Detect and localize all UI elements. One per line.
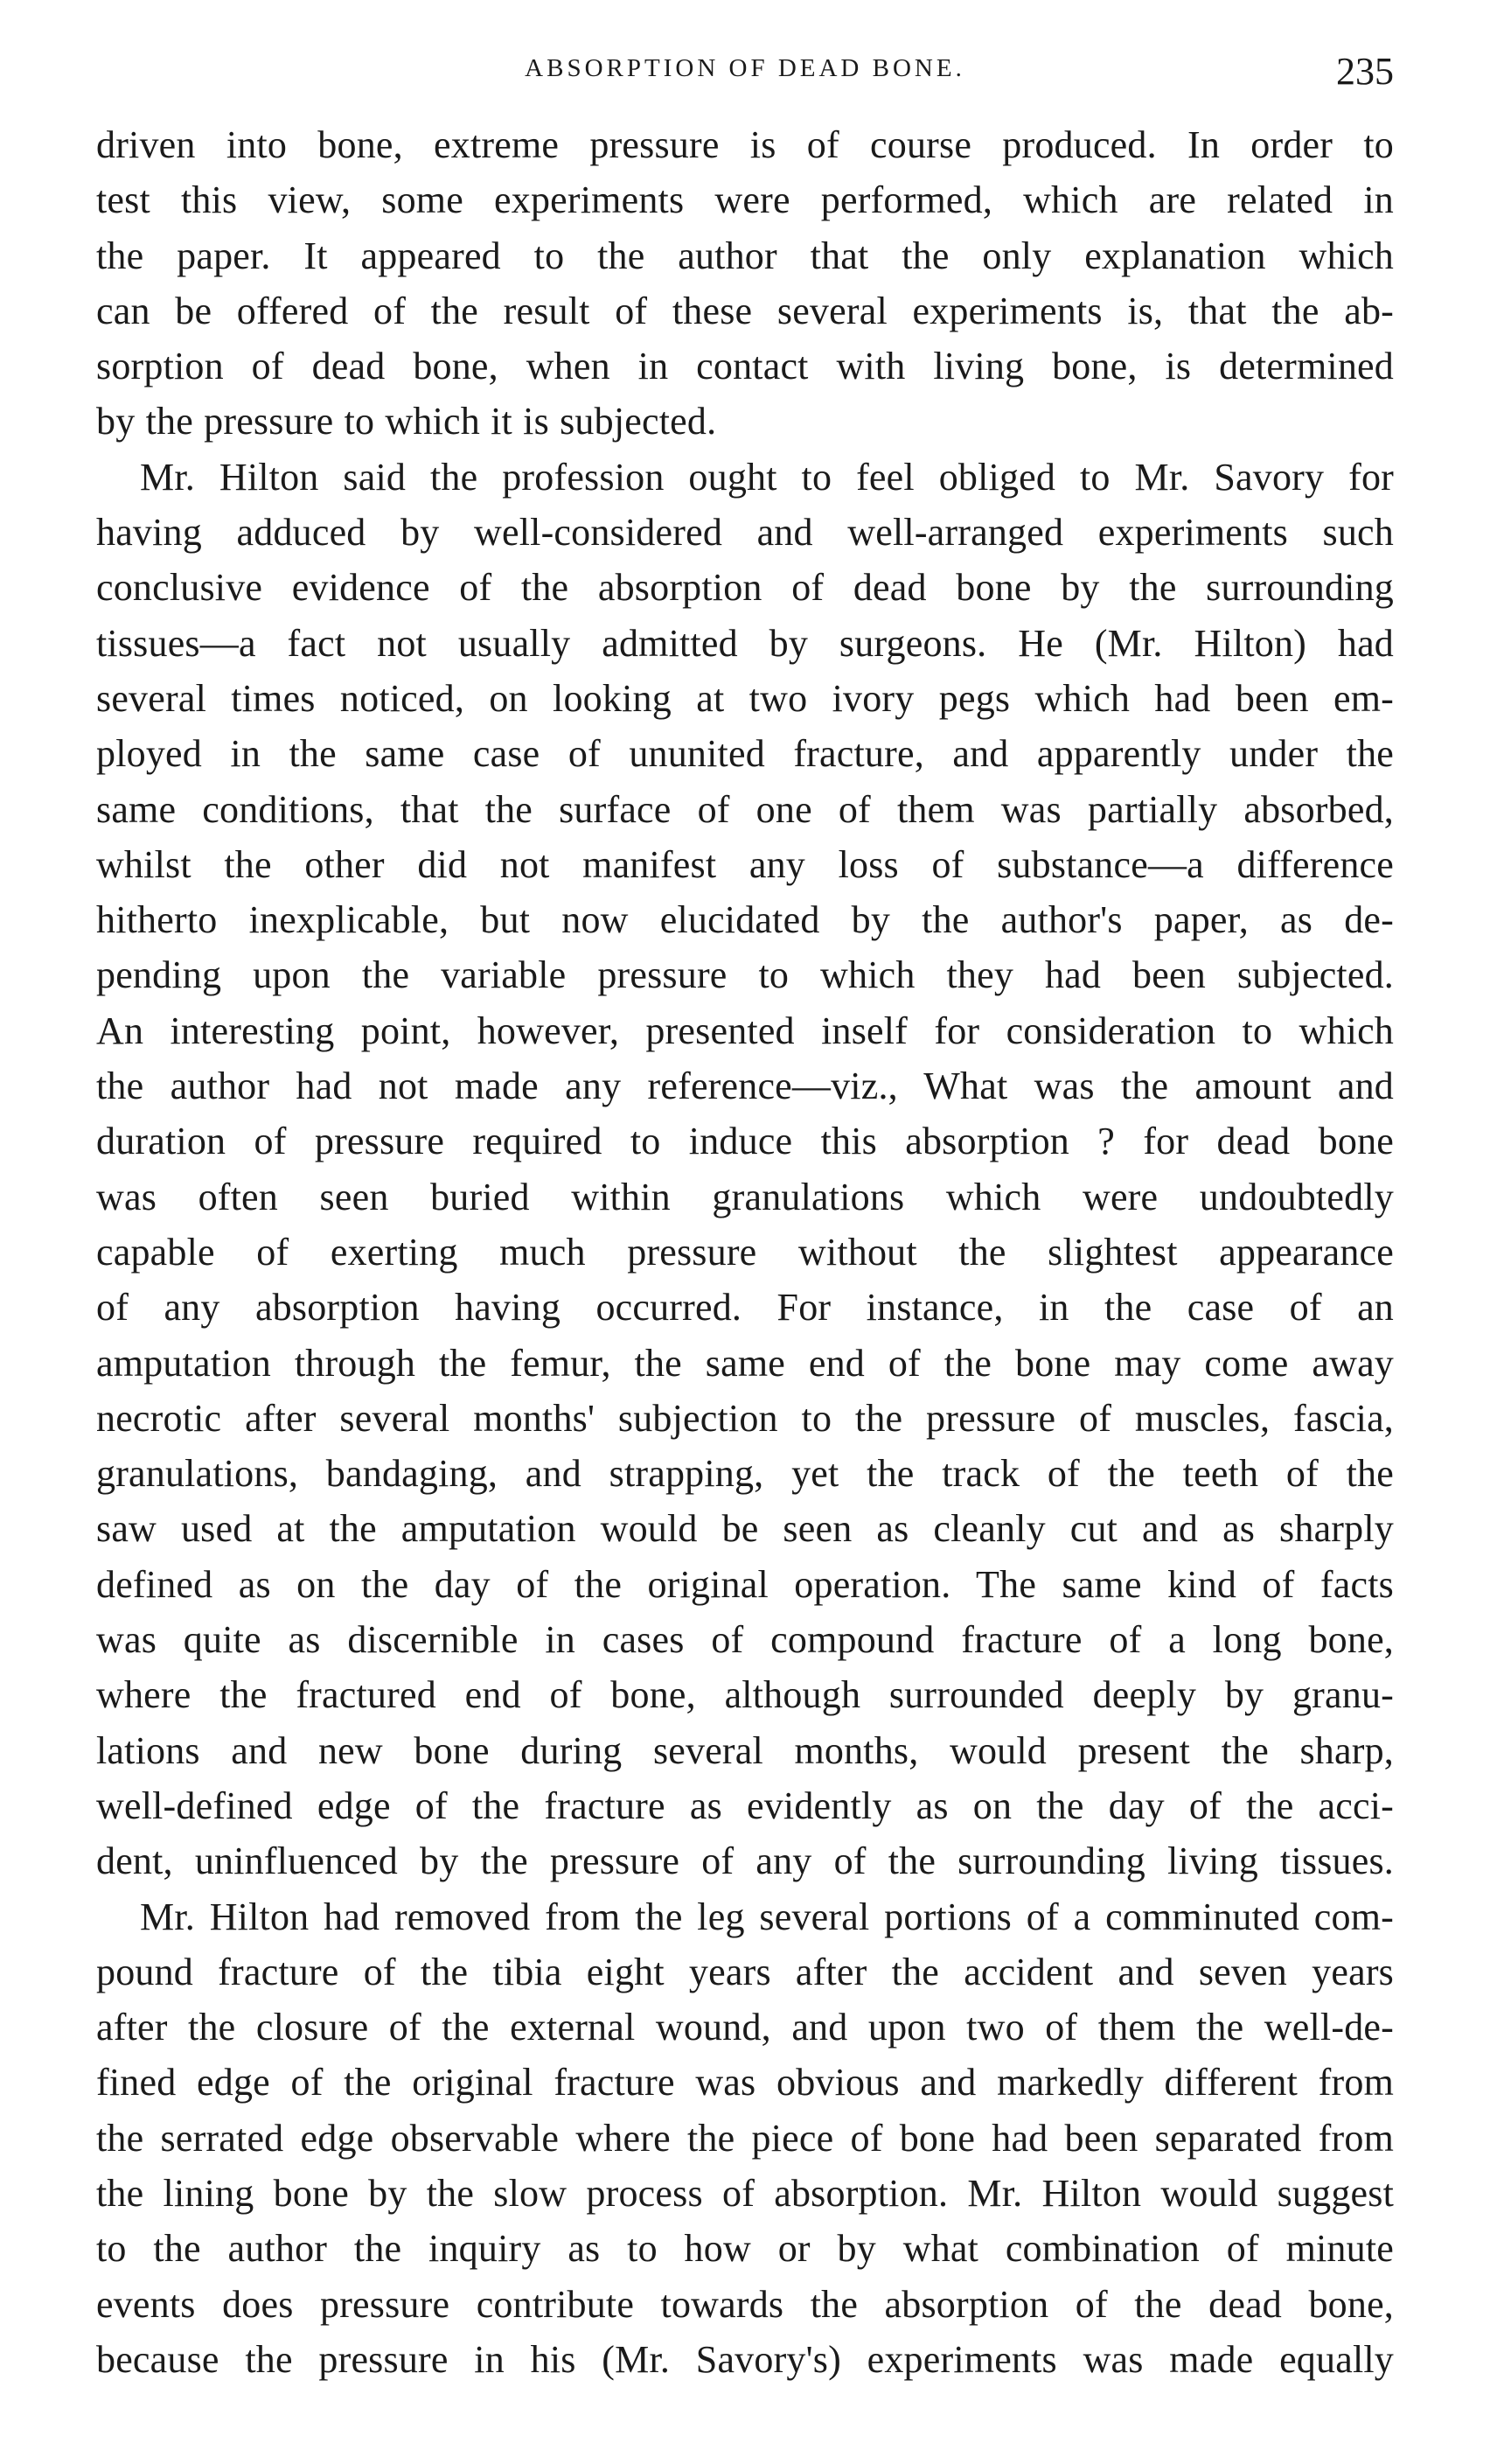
text-line: hitherto inexplicable, but now elucidated by the author's paper, as de-: [96, 898, 1394, 942]
text-line: ployed in the same case of ununited fracture, and apparently under the: [96, 732, 1394, 776]
text-line: fined edge of the original fracture was obvious and markedly different from: [96, 2061, 1394, 2105]
body-text: [96, 117, 1394, 2387]
text-line: the serrated edge observable where the piece of bone had been separated from: [96, 2116, 1394, 2160]
running-head: [96, 50, 1394, 115]
text-line: saw used at the amputation would be seen as cleanly cut and as sharply: [96, 1507, 1394, 1551]
text-line: was quite as discernible in cases of compound fracture of a long bone,: [96, 1618, 1394, 1662]
text-line: the paper. It appeared to the author that the only explanation which: [96, 234, 1394, 277]
book-page: [96, 50, 1394, 2387]
text-line: An interesting point, however, presented inself for consideration to which: [96, 1009, 1394, 1052]
text-line: to the author the inquiry as to how or by what combination of minute: [96, 2227, 1394, 2271]
text-line: defined as on the day of the original operation. The same kind of facts: [96, 1562, 1394, 1606]
text-line: duration of pressure required to induce this absorption ? for dead bone: [96, 1120, 1394, 1163]
text-line: the author had not made any reference—viz., What was the amount and: [96, 1064, 1394, 1108]
text-line: same conditions, that the surface of one of them was partially absorbed,: [96, 787, 1394, 831]
text-line: granulations, bandaging, and strapping, yet the track of the teeth of the: [96, 1452, 1394, 1496]
text-line: several times noticed, on looking at two ivory pegs which had been em-: [96, 676, 1394, 720]
text-line: pound fracture of the tibia eight years after the accident and seven years: [96, 1950, 1394, 1993]
text-line: after the closure of the external wound, and upon two of them the well-de-: [96, 2006, 1394, 2049]
text-line: capable of exerting much pressure without the slightest appearance: [96, 1230, 1394, 1274]
text-line: the lining bone by the slow process of absorption. Mr. Hilton would suggest: [96, 2171, 1394, 2215]
text-line: tissues—a fact not usually admitted by surgeons. He (Mr. Hilton) had: [96, 621, 1394, 665]
text-line: conclusive evidence of the absorption of dead bone by the surrounding: [96, 566, 1394, 610]
text-line: test this view, some experiments were performed, which are related in: [96, 178, 1394, 222]
text-line: was often seen buried within granulations which were undoubtedly: [96, 1175, 1394, 1218]
running-title: ABSORPTION OF DEAD BONE.: [525, 54, 965, 82]
text-line: necrotic after several months' subjection to the pressure of muscles, fascia,: [96, 1396, 1394, 1440]
text-line: lations and new bone during several months, would present the sharp,: [96, 1728, 1394, 1772]
text-line: amputation through the femur, the same end of the bone may come away: [96, 1341, 1394, 1385]
text-line: can be offered of the result of these several experiments is, that the ab-: [96, 289, 1394, 332]
text-line: driven into bone, extreme pressure is of course produced. In order to: [96, 123, 1394, 166]
text-line: events does pressure contribute towards the absorption of the dead bone,: [96, 2282, 1394, 2326]
text-line: dent, uninfluenced by the pressure of any of the surrounding living tissues.: [96, 1839, 1394, 1883]
text-line: whilst the other did not manifest any loss of substance—a difference: [96, 842, 1394, 886]
text-line: of any absorption having occurred. For instance, in the case of an: [96, 1286, 1394, 1330]
text-line: by the pressure to which it is subjected.: [96, 400, 717, 443]
page-number: 235: [1336, 50, 1394, 93]
text-line: Mr. Hilton said the profession ought to feel obliged to Mr. Savory for: [140, 455, 1394, 499]
text-line: well-defined edge of the fracture as evidently as on the day of the acci-: [96, 1783, 1394, 1827]
text-line: having adduced by well-considered and well-arranged experiments such: [96, 511, 1394, 555]
text-line: pending upon the variable pressure to which they had been subjected.: [96, 953, 1394, 997]
text-line: sorption of dead bone, when in contact with living bone, is determined: [96, 345, 1394, 388]
text-line: because the pressure in his (Mr. Savory's) experiments was made equally: [96, 2337, 1394, 2381]
text-line: Mr. Hilton had removed from the leg several portions of a comminuted com-: [140, 1895, 1394, 1938]
text-line: where the fractured end of bone, although surrounded deeply by granu-: [96, 1673, 1394, 1717]
